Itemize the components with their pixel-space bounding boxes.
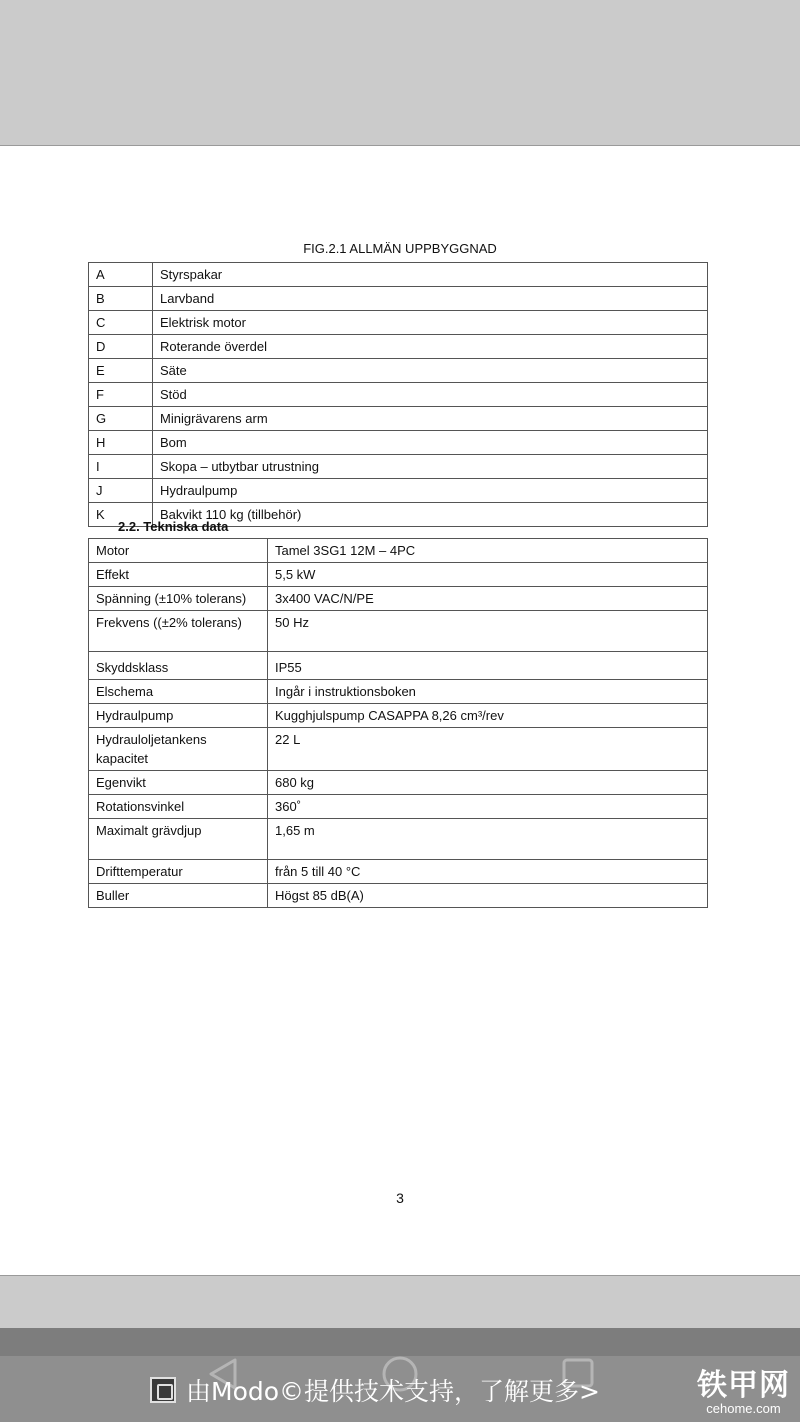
part-key: D <box>89 335 153 359</box>
table-row <box>89 611 708 652</box>
spec-value: 5,5 kW <box>268 563 708 587</box>
section-title: 2.2. Tekniska data <box>118 519 229 534</box>
table-row <box>89 479 708 503</box>
part-key: B <box>89 287 153 311</box>
spec-value: Ingår i instruktionsboken <box>268 680 708 704</box>
table-row <box>89 652 708 680</box>
spec-value: 1,65 m <box>268 819 708 860</box>
spec-value: från 5 till 40 °C <box>268 860 708 884</box>
part-key: I <box>89 455 153 479</box>
footer-banner[interactable] <box>150 1372 600 1408</box>
table-row <box>89 455 708 479</box>
tech-data-table <box>88 538 708 908</box>
table-row <box>89 771 708 795</box>
spec-value: Tamel 3SG1 12M – 4PC <box>268 539 708 563</box>
table-row <box>89 819 708 860</box>
table-row <box>89 359 708 383</box>
table-row <box>89 287 708 311</box>
figure-title: FIG.2.1 ALLMÄN UPPBYGGNAD <box>303 241 497 256</box>
part-key: A <box>89 263 153 287</box>
spec-value: 22 L <box>268 728 708 771</box>
table-row <box>89 311 708 335</box>
spec-value: 680 kg <box>268 771 708 795</box>
spec-key: Buller <box>89 884 268 908</box>
table-row <box>89 383 708 407</box>
part-value: Säte <box>153 359 708 383</box>
spec-key: Elschema <box>89 680 268 704</box>
part-value: Elektrisk motor <box>153 311 708 335</box>
part-key: H <box>89 431 153 455</box>
table-row <box>89 563 708 587</box>
part-value: Bakvikt 110 kg (tillbehör) <box>153 503 708 527</box>
spec-value: Högst 85 dB(A) <box>268 884 708 908</box>
part-value: Roterande överdel <box>153 335 708 359</box>
spec-key: Hydraulpump <box>89 704 268 728</box>
parts-table <box>88 262 708 527</box>
table-row <box>89 795 708 819</box>
table-row <box>89 263 708 287</box>
part-key: F <box>89 383 153 407</box>
table-row <box>89 860 708 884</box>
table-row <box>89 704 708 728</box>
watermark-sub: cehome.com <box>706 1401 781 1416</box>
table-row <box>89 680 708 704</box>
spec-key: Frekvens ((±2% tolerans) <box>89 611 268 652</box>
part-key: G <box>89 407 153 431</box>
part-value: Stöd <box>153 383 708 407</box>
spec-value: IP55 <box>268 652 708 680</box>
spec-value: 360˚ <box>268 795 708 819</box>
part-value: Minigrävarens arm <box>153 407 708 431</box>
part-key: E <box>89 359 153 383</box>
spec-value: 50 Hz <box>268 611 708 652</box>
part-key: K <box>89 503 153 527</box>
table-row <box>89 587 708 611</box>
spec-key: Hydrauloljetankens kapacitet <box>89 728 268 771</box>
part-key: J <box>89 479 153 503</box>
modo-logo-icon <box>150 1377 176 1403</box>
footer-text: 由Modo©提供技术支持，了解更多> <box>186 1377 600 1406</box>
table-row <box>89 407 708 431</box>
document-page <box>0 145 800 1276</box>
part-value: Hydraulpump <box>153 479 708 503</box>
page-number: 3 <box>396 1190 404 1206</box>
spec-key: Motor <box>89 539 268 563</box>
part-value: Larvband <box>153 287 708 311</box>
spec-key: Effekt <box>89 563 268 587</box>
spec-key: Maximalt grävdjup <box>89 819 268 860</box>
spec-key: Spänning (±10% tolerans) <box>89 587 268 611</box>
table-row <box>89 335 708 359</box>
table-row <box>89 539 708 563</box>
spec-key: Egenvikt <box>89 771 268 795</box>
part-value: Styrspakar <box>153 263 708 287</box>
table-row <box>89 431 708 455</box>
spec-key: Rotationsvinkel <box>89 795 268 819</box>
navbar-strip <box>0 1328 800 1356</box>
table-row <box>89 728 708 771</box>
spec-value: 3x400 VAC/N/PE <box>268 587 708 611</box>
table-row <box>89 884 708 908</box>
spec-key: Skyddsklass <box>89 652 268 680</box>
watermark <box>697 1370 790 1416</box>
spec-key: Drifttemperatur <box>89 860 268 884</box>
part-value: Bom <box>153 431 708 455</box>
part-value: Skopa – utbytbar utrustning <box>153 455 708 479</box>
spec-value: Kugghjulspump CASAPPA 8,26 cm³/rev <box>268 704 708 728</box>
part-key: C <box>89 311 153 335</box>
watermark-main: 铁甲网 <box>697 1368 790 1403</box>
